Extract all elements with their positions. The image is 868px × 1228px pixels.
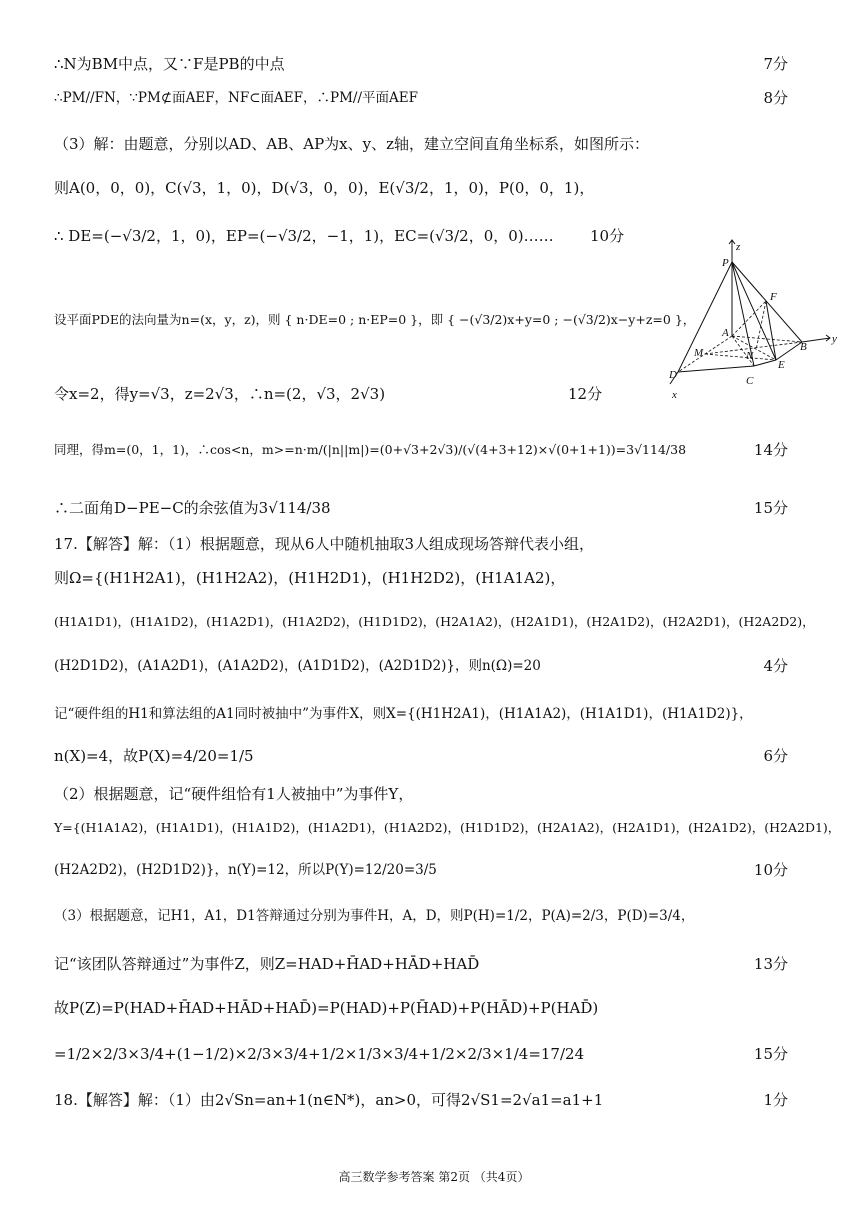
text-line-7: 令x=2，得y=√3，z=2√3，∴n=(2，√3，2√3) (54, 385, 386, 403)
diagram-label-a: A (722, 327, 729, 339)
text-line-23: 18.【解答】解：（1）由2√Sn=an+1(n∈N*)，an>0，可得2√S1=2√a1=a1+1 (54, 1091, 604, 1109)
score-20: 13分 (753, 955, 788, 973)
diagram-label-d: D (669, 369, 677, 381)
diagram-label-c: C (746, 375, 754, 387)
score-2: 8分 (763, 89, 788, 107)
text-line-17: Y={(H1A1A2)，(H1A1D1)，(H1A1D2)，(H1A2D1)，(H1A2D2)，(H1D1D2)，(H2A1A2)，(H2A1D1)，(H2A1D2)，(H2A2D1)， (54, 820, 841, 835)
text-line-9: ∴二面角D−PE−C的余弦值为3√114/38 (54, 499, 331, 517)
diagram-label-x: x (672, 389, 677, 401)
text-line-5: ∴ DE=(−√3/2，1，0)，EP=(−√3/2，−1，1)，EC=(√3/2，0，0)…… (54, 227, 554, 245)
diagram-label-f: F (770, 291, 777, 303)
score-5: 10分 (590, 227, 625, 245)
text-line-13: (H2D1D2)，(A1A2D1)，(A1A2D2)，(A1D1D2)，(A2D1D2)}，则n(Ω)=20 (54, 658, 541, 674)
text-line-15: n(X)=4，故P(X)=4/20=1/5 (54, 747, 254, 765)
diagram-label-m: M (694, 347, 704, 359)
diagram-label-e: E (778, 359, 785, 371)
score-1: 7分 (763, 55, 788, 73)
coordinate-pyramid-diagram (664, 238, 844, 408)
text-line-19: （3）根据题意，记H1，A1，D1答辩通过分别为事件H，A，D，则P(H)=1/2，P(A)=2/3，P(D)=3/4， (54, 908, 695, 924)
score-23: 1分 (763, 1091, 788, 1109)
text-line-21: 故P(Z)=P(HAD+H̄AD+HĀD+HAD̄)=P(HAD)+P(H̄AD)+P(HĀD)+P(HAD̄) (54, 999, 599, 1017)
score-22: 15分 (753, 1045, 788, 1063)
text-line-18: (H2A2D2)，(H2D1D2)}，n(Y)=12，所以P(Y)=12/20=3/5 (54, 862, 437, 878)
diagram-label-y: y (832, 333, 837, 345)
diagram-label-n: N (746, 350, 754, 362)
score-13: 4分 (763, 657, 788, 675)
diagram-label-b: B (800, 341, 807, 353)
text-line-20: 记“该团队答辩通过”为事件Z，则Z=HAD+H̄AD+HĀD+HAD̄ (54, 955, 480, 973)
text-line-3: （3）解：由题意，分别以AD、AB、AP为x、y、z轴，建立空间直角坐标系，如图所示： (54, 135, 650, 153)
page-footer: 高三数学参考答案 第2页 （共4页） (338, 1170, 530, 1184)
score-18: 10分 (753, 861, 788, 879)
text-line-10: 17.【解答】解：（1）根据题意，现从6人中随机抽取3人组成现场答辩代表小组， (54, 535, 594, 553)
text-line-12: (H1A1D1)，(H1A1D2)，(H1A2D1)，(H1A2D2)，(H1D1D2)，(H2A1A2)，(H2A1D1)，(H2A1D2)，(H2A2D1)，(H2A2D2)， (54, 614, 815, 629)
text-line-4: 则A(0，0，0)，C(√3，1，0)，D(√3，0，0)，E(√3/2，1，0)，P(0，0，1)， (54, 179, 595, 197)
text-line-2: ∴PM//FN，∵PM⊄面AEF，NF⊂面AEF，∴PM//平面AEF (54, 90, 418, 106)
text-line-6: 设平面PDE的法向量为n=(x，y，z)，则 { n·DE=0 ; n·EP=0 }，即 { −(√3/2)x+y=0 ; −(√3/2)x−y+z=0 }， (54, 312, 696, 327)
text-line-1: ∴N为BM中点，又∵F是PB的中点 (54, 55, 285, 73)
score-9: 15分 (753, 499, 788, 517)
text-line-16: （2）根据题意，记“硬件组恰有1人被抽中”为事件Y， (54, 785, 414, 803)
score-15: 6分 (763, 747, 788, 765)
score-7: 12分 (568, 385, 603, 403)
text-line-8: 同理，得m=(0，1，1)，∴cos<n，m>=n·m/(|n||m|)=(0+√3+2√3)/(√(4+3+12)×√(0+1+1))=3√114/38 (54, 442, 687, 457)
text-line-11: 则Ω={(H1H2A1)，(H1H2A2)，(H1H2D1)，(H1H2D2)，(H1A1A2)， (54, 569, 566, 587)
diagram-label-p: P (722, 257, 729, 269)
diagram-label-z: z (736, 241, 741, 253)
text-line-22: =1/2×2/3×3/4+(1−1/2)×2/3×3/4+1/2×1/3×3/4+1/2×2/3×1/4=17/24 (54, 1045, 585, 1063)
score-8: 14分 (753, 441, 788, 459)
text-line-14: 记“硬件组的H1和算法组的A1同时被抽中”为事件X，则X={(H1H2A1)，(H1A1A2)，(H1A1D1)，(H1A1D2)}， (54, 706, 753, 722)
